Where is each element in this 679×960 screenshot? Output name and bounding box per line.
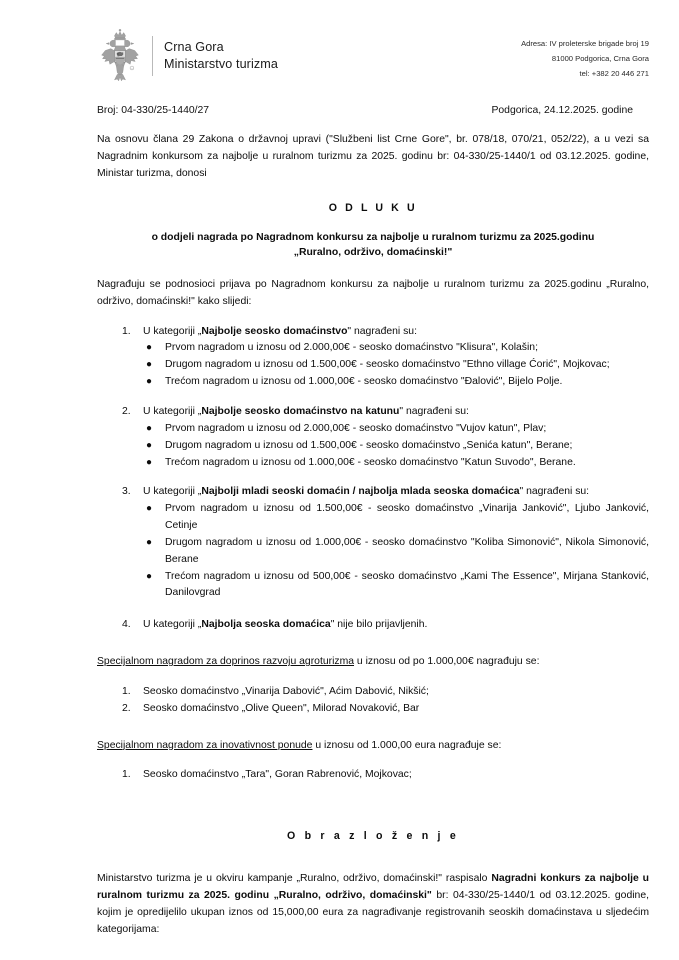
category-number: 2. [122,405,131,417]
category-list [97,324,649,635]
institution-address [521,28,651,81]
bullet-icon: ● [146,422,153,434]
category-suffix: " nije bilo prijavljenih. [330,619,428,631]
bullet-icon: ● [146,503,153,515]
category-title: Najbolja seoska domaćica [201,619,331,631]
bullet-icon: ● [146,376,153,388]
item-text: Seosko domaćinstvo „Vinarija Dabović", Aćim Dabović, Nikšić; [143,685,429,697]
institution-brand [97,28,278,84]
category-title-line [143,324,649,341]
special-innovation-list [97,767,649,784]
svg-text:•: • [131,67,133,71]
item-text: Seosko domaćinstvo „Olive Queen", Milorad Novaković, Bar [143,702,420,714]
category-prefix: U kategoriji „ [143,325,202,337]
document-body [0,132,679,939]
decision-subtitle-line1: o dodjeli nagrada po Nagradnom konkursu za najbolje u ruralnom turizmu za 2025.godinu [151,231,595,243]
category-title-line [143,404,649,421]
prize-text: Drugom nagradom u iznosu od 1.500,00€ - seosko domaćinstvo „Senića katun", Berane; [165,439,573,451]
item-text: Seosko domaćinstvo „Tara", Goran Rabrenović, Mojkovac; [143,769,412,781]
special-innovation-lead-underlined: Specijalnom nagradom za inovativnost ponude [97,739,313,751]
place-and-date: Podgorica, 24.12.2025. godine [491,105,633,116]
category-item [97,404,649,471]
prize-text: Drugom nagradom u iznosu od 1.500,00€ - seosko domaćinstvo "Ethno village Ćorić", Mojkovac; [165,359,610,371]
category-suffix: " nagrađeni su: [399,405,469,417]
address-city: 81000 Podgorica, Crna Gora [551,53,649,63]
category-title: Najbolje seosko domaćinstvo na katunu [201,405,400,417]
document-number: Broj: 04-330/25-1440/27 [97,105,210,116]
prize-list [143,421,649,472]
address-street: Adresa: IV proleterske brigade broj 19 [521,39,649,48]
special-agro-item [97,684,649,701]
category-item [97,484,649,602]
prize-item [143,501,649,535]
prize-text: Drugom nagradom u iznosu od 1.000,00€ - seosko domaćinstvo "Koliba Simonović", Nikola Simonović, Berane [165,536,649,565]
special-agro-lead-rest: u iznosu od po 1.000,00€ nagrađuju se: [354,656,540,668]
special-agro-list [97,684,649,718]
preamble-paragraph: Na osnovu člana 29 Zakona o državnoj upravi ("Službeni list Crne Gore", br. 078/18, 070/21, 052/22), a u vezi sa Nagradnim konkursom za najbolje u ruralnom turizmu za 2025. godinu br: 04-330/25-1440/1 od 03.12.2025. godine, Ministar turizma, donosi [97,134,649,179]
prize-item [143,421,649,438]
prize-item [143,455,649,472]
bullet-icon: ● [146,570,153,582]
category-prefix: U kategoriji „ [143,619,202,631]
category-number: 3. [122,486,131,498]
category-suffix: " nagrađeni su: [519,486,590,498]
item-number: 2. [122,702,131,714]
decision-subtitle [97,230,649,261]
prize-item [143,357,649,374]
reference-line [0,84,679,116]
item-number: 1. [122,685,131,697]
coat-of-arms-icon [97,28,143,84]
prize-item [143,438,649,455]
explanation-paragraph [97,871,649,938]
category-item [97,324,649,391]
category-prefix: U kategoriji „ [143,486,202,498]
ministry-label: Ministarstvo turizma [164,57,278,71]
explanation-part2: br: 04-330/25-1440/1 od 03.12.2025. godine, kojim je opredijelilo ukupan iznos od 15,000,00 eura za nagrađivanje registrovanih seoskih domaćinstava u sljedećim kategorijama: [97,890,649,935]
bullet-icon: ● [146,342,153,354]
special-innovation-lead-rest: u iznosu od 1.000,00 eura nagrađuje se: [312,739,502,751]
explanation-heading: O b r a z l o ž e n j e [287,830,459,843]
prize-list [143,501,649,602]
prize-item [143,374,649,391]
category-title-line [143,617,649,634]
special-agro-lead-underlined: Specijalnom nagradom za doprinos razvoju agroturizma [97,656,355,668]
brand-divider [152,36,153,76]
special-agro-lead [97,654,649,671]
country-label: Crna Gora [164,39,224,54]
bullet-icon: ● [146,439,153,451]
category-number: 1. [122,325,131,337]
decision-subtitle-line2: „Ruralno, održivo, domaćinski!" [293,247,453,259]
prize-text: Prvom nagradom u iznosu od 2.000,00€ - seosko domaćinstvo "Vujov katun", Plav; [165,422,547,434]
prize-item [143,569,649,603]
prize-item [143,340,649,357]
prize-text: Trećom nagradom u iznosu od 1.000,00€ - seosko domaćinstvo "Đalović", Bijelo Polje. [165,376,563,388]
intro-paragraph: Nagrađuju se podnosioci prijava po Nagradnom konkursu za najbolje u ruralnom turizmu za 2025.godinu „Ruralno, održivo, domaćinski!" kako slijedi: [97,278,649,307]
decision-heading: O D L U K U [328,201,418,214]
special-innovation-lead [97,738,649,755]
explanation-bold: Nagradni konkurs za najbolje u ruralnom turizmu za 2025. godinu „Ruralno, održivo, domaćinski" [97,873,649,902]
special-innovation-item [97,767,649,784]
category-prefix: U kategoriji „ [143,405,202,417]
document-header [0,0,679,84]
prize-text: Prvom nagradom u iznosu od 1.500,00€ - seosko domaćinstvo „Vinarija Janković", Ljubo Janković, Cetinje [165,503,649,532]
explanation-part1: Ministarstvo turizma je u okviru kampanje „Ruralno, održivo, domaćinski!" raspisalo [97,873,492,885]
category-title-line [143,484,649,501]
bullet-icon: ● [146,359,153,371]
address-phone: tel: +382 20 446 271 [579,68,649,78]
category-item [97,617,649,634]
bullet-icon: ● [146,536,153,548]
item-number: 1. [122,769,131,781]
prize-text: Trećom nagradom u iznosu od 1.000,00€ - seosko domaćinstvo "Katun Suvodo", Berane. [165,456,576,468]
category-number: 4. [122,619,131,631]
prize-list [143,340,649,391]
special-agro-item [97,701,649,718]
prize-item [143,535,649,569]
institution-name [164,39,278,74]
category-title: Najbolje seosko domaćinstvo [201,325,348,337]
prize-text: Prvom nagradom u iznosu od 2.000,00€ - seosko domaćinstvo "Klisura", Kolašin; [165,342,538,354]
prize-text: Trećom nagradom u iznosu od 500,00€ - seosko domaćinstvo „Kami The Essence", Mirjana Stanković, Danilovgrad [165,570,649,599]
bullet-icon: ● [146,456,153,468]
category-title: Najbolji mladi seoski domaćin / najbolja mlada seoska domaćica [201,486,520,498]
category-suffix: " nagrađeni su: [347,325,417,337]
